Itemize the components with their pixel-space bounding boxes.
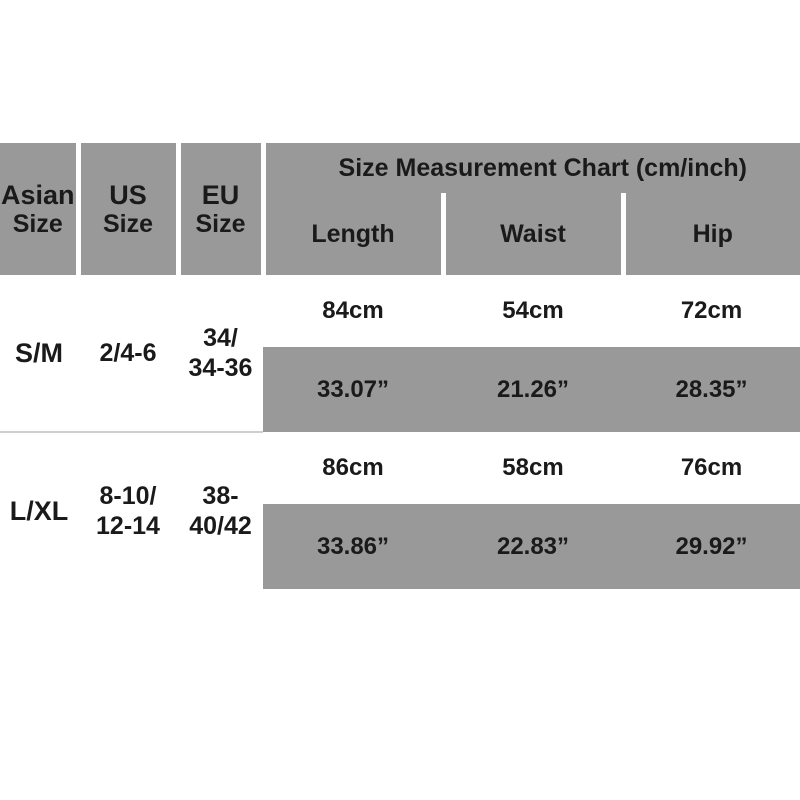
header-asian-line2: Size	[12, 210, 63, 239]
table-row	[0, 432, 800, 504]
cell-hip-inch: 28.35”	[623, 347, 800, 432]
cell-length-cm: 86cm	[263, 432, 443, 504]
row-asian-size: S/M	[0, 275, 78, 432]
cell-waist-cm: 54cm	[443, 275, 623, 347]
row-eu-size	[178, 275, 263, 432]
size-measurement-chart	[0, 143, 800, 657]
header-eu-size	[178, 143, 263, 275]
row-us-size: 2/4-6	[78, 275, 178, 432]
row-us-size-line1: 8-10/	[99, 482, 157, 510]
cell-waist-inch: 22.83”	[443, 504, 623, 589]
header-column-hip: Hip	[623, 193, 800, 275]
row-eu-size-line2: 34-36	[188, 354, 253, 382]
row-asian-size: L/XL	[0, 432, 78, 589]
header-column-waist: Waist	[443, 193, 623, 275]
header-us-line1: US	[109, 179, 147, 210]
row-eu-size	[178, 432, 263, 589]
cell-length-inch: 33.86”	[263, 504, 443, 589]
header-eu-line1: EU	[201, 179, 240, 210]
header-column-length: Length	[263, 193, 443, 275]
row-eu-size-line2: 40/42	[189, 512, 252, 540]
header-us-size	[78, 143, 178, 275]
cell-waist-cm: 58cm	[443, 432, 623, 504]
cell-waist-inch: 21.26”	[443, 347, 623, 432]
cell-hip-cm: 76cm	[623, 432, 800, 504]
cell-length-cm: 84cm	[263, 275, 443, 347]
table-header-row-title	[0, 143, 800, 193]
table-row	[0, 275, 800, 347]
size-table	[0, 143, 800, 589]
chart-title: Size Measurement Chart (cm/inch)	[263, 143, 800, 193]
cell-hip-cm: 72cm	[623, 275, 800, 347]
row-eu-size-line1: 34/	[203, 324, 238, 352]
header-eu-line2: Size	[195, 210, 246, 239]
header-asian-line1: Asian	[0, 179, 75, 210]
row-us-size	[78, 432, 178, 589]
cell-length-inch: 33.07”	[263, 347, 443, 432]
row-eu-size-line1: 38-	[202, 482, 239, 510]
cell-hip-inch: 29.92”	[623, 504, 800, 589]
header-us-line2: Size	[102, 210, 154, 239]
header-asian-size	[0, 143, 78, 275]
row-us-size-line2: 12-14	[96, 512, 160, 540]
